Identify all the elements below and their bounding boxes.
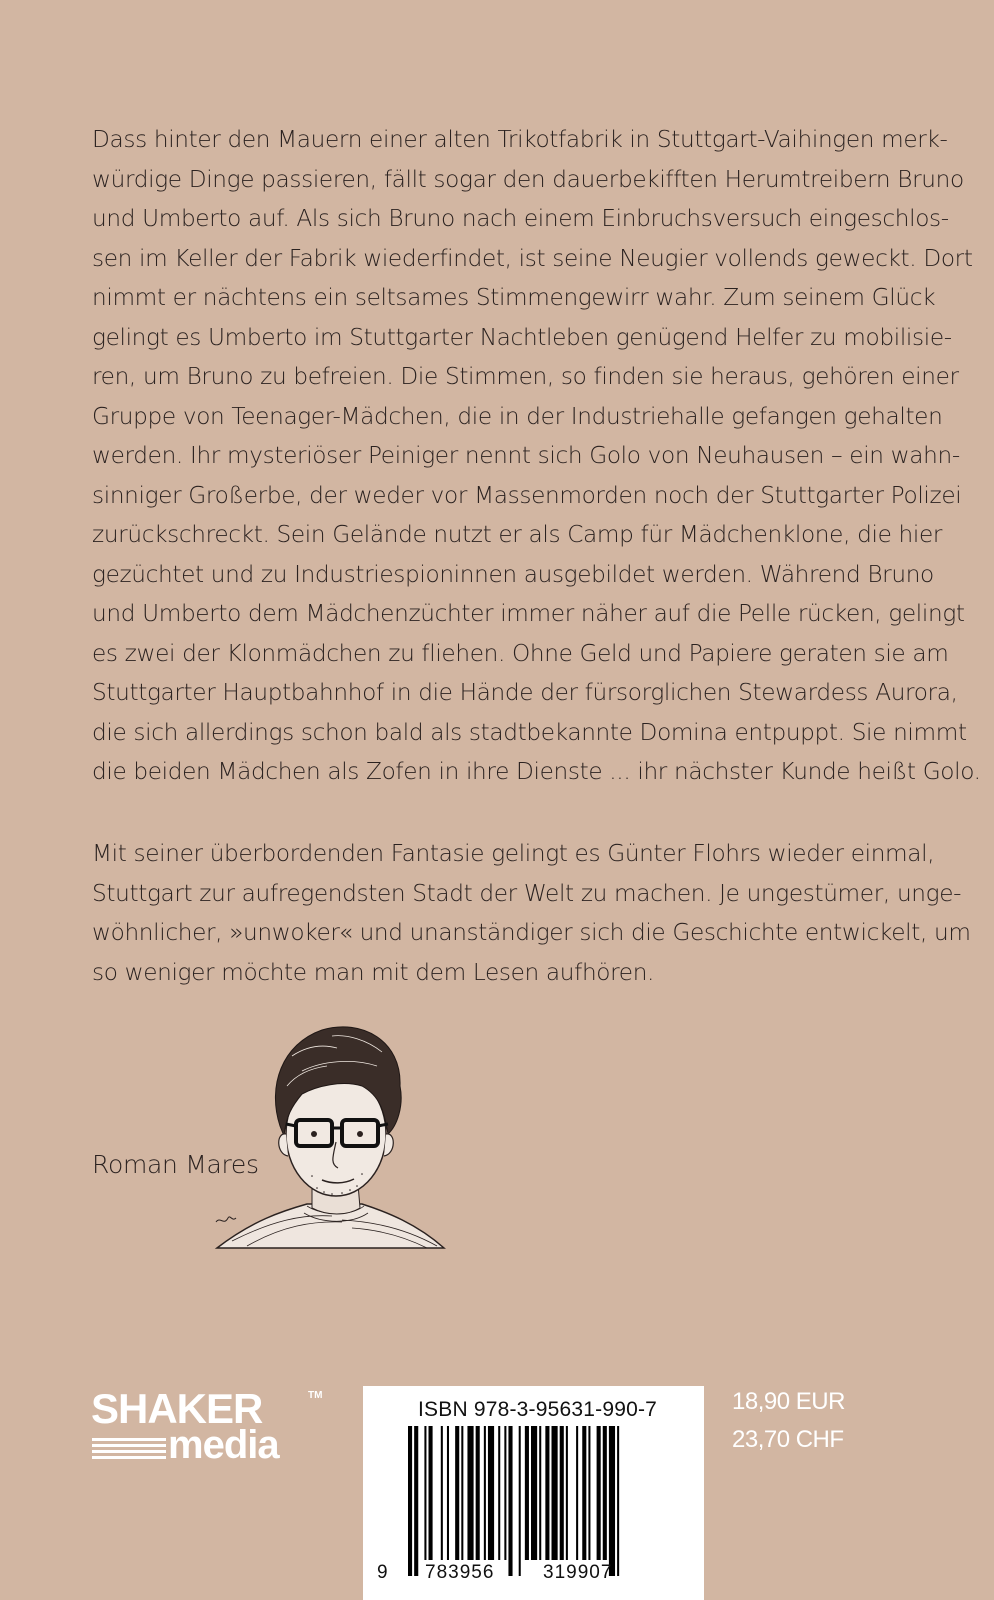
barcode-bar: [566, 1426, 568, 1560]
author-portrait-icon: [212, 1016, 452, 1252]
illustrator-credit: Roman Mares: [92, 1150, 259, 1179]
barcode-bar: [588, 1426, 590, 1560]
barcode-bar: [429, 1426, 433, 1560]
blurb-line: sen im Keller der Fabrik wiederfindet, ist seine Neugier vollends geweckt. Dort: [92, 244, 973, 272]
barcode-bar: [617, 1426, 619, 1576]
barcode-bar: [488, 1426, 494, 1560]
barcode-bar: [447, 1426, 449, 1560]
barcode-bar: [539, 1426, 541, 1560]
barcode-bar: [414, 1426, 418, 1576]
logo-stripes-icon: [92, 1438, 166, 1462]
blurb-line: wöhnlicher, »unwoker« und unanständiger sich die Geschichte entwickelt, um: [92, 919, 971, 946]
publisher-name-bottom: media: [168, 1423, 279, 1467]
price-chf: 23,70 CHF: [732, 1426, 844, 1453]
blurb-line: Stuttgarter Hauptbahnhof in die Hände der fürsorglichen Stewardess Aurora,: [92, 679, 958, 706]
barcode-bar: [424, 1426, 426, 1560]
blurb-line: die beiden Mädchen als Zofen in ihre Dienste ... ihr nächster Kunde heißt Golo.: [92, 758, 981, 785]
barcode-bar: [582, 1426, 586, 1560]
blurb-line: ren, um Bruno zu befreien. Die Stimmen, so finden sie heraus, gehören einer: [92, 363, 959, 390]
publisher-name-top: SHAKER: [91, 1385, 263, 1432]
barcode-bar: [467, 1426, 473, 1560]
barcode-digits-left: 783956: [425, 1562, 495, 1583]
barcode-bar: [525, 1426, 529, 1560]
isbn-label: ISBN 978-3-95631-990-7: [418, 1398, 658, 1421]
barcode-bar: [441, 1426, 443, 1560]
blurb-line: gelingt es Umberto im Stuttgarter Nachtleben genügend Helfer zu mobilisie-: [92, 323, 952, 351]
blurb-line: werden. Ihr mysteriöser Peiniger nennt sich Golo von Neuhausen – ein wahn-: [92, 442, 960, 469]
barcode-bar: [508, 1426, 512, 1576]
blurb-line: Dass hinter den Mauern einer alten Trikotfabrik in Stuttgart-Vaihingen merk-: [92, 126, 948, 153]
barcode-bar: [455, 1426, 459, 1560]
price-eur: 18,90 EUR: [732, 1388, 845, 1415]
trademark-mark: TM: [308, 1390, 323, 1401]
blurb-line: und Umberto dem Mädchenzüchter immer näher auf die Pelle rücken, gelingt: [92, 600, 965, 627]
barcode-bar: [597, 1426, 601, 1560]
barcode-bar: [609, 1426, 615, 1576]
barcode-bar: [552, 1426, 558, 1560]
barcode-digit-first: 9: [377, 1562, 389, 1583]
blurb-paragraph-2: [92, 834, 971, 992]
barcode-bar: [560, 1426, 564, 1560]
barcode-bar: [576, 1426, 578, 1560]
publisher-logo: [88, 1385, 328, 1468]
blurb-line: es zwei der Klonmädchen zu fliehen. Ohne Geld und Papiere geraten sie am: [92, 639, 949, 667]
barcode-bar: [476, 1426, 480, 1560]
barcode-bar: [408, 1426, 412, 1576]
blurb-line: so weniger möchte man mit dem Lesen aufhören.: [92, 958, 655, 986]
blurb-line: Mit seiner überbordenden Fantasie gelingt es Günter Flohrs wieder einmal,: [92, 840, 935, 867]
barcode-bar: [484, 1426, 486, 1560]
isbn-barcode: [363, 1386, 704, 1600]
barcode-bar: [603, 1426, 607, 1560]
blurb-line: zurückschreckt. Sein Gelände nutzt er als Camp für Mädchenklone, die hier: [92, 521, 943, 548]
blurb-line: und Umberto auf. Als sich Bruno nach einem Einbruchsversuch eingeschlos-: [92, 205, 949, 232]
blurb-line: Gruppe von Teenager-Mädchen, die in der Industriehalle gefangen gehalten: [92, 402, 943, 430]
blurb-line: würdige Dinge passieren, fällt sogar den dauerbekifften Herumtreibern Bruno: [92, 165, 964, 193]
barcode-bar: [519, 1426, 521, 1576]
barcode-bar: [531, 1426, 537, 1560]
blurb-line: die sich allerdings schon bald als stadtbekannte Domina entpuppt. Sie nimmt: [92, 718, 967, 746]
blurb-line: nimmt er nächtens ein seltsames Stimmengewirr wahr. Zum seinem Glück: [92, 284, 936, 311]
barcode-bar: [461, 1426, 463, 1560]
blurb-paragraph-1: [92, 120, 981, 792]
barcode-bar: [545, 1426, 549, 1560]
blurb-line: gezüchtet und zu Industriespioninnen ausgebildet werden. Während Bruno: [92, 560, 934, 588]
blurb-line: sinniger Großerbe, der weder vor Massenmorden noch der Stuttgarter Polizei: [92, 481, 962, 509]
barcode-digits-right: 319907: [543, 1562, 613, 1583]
barcode-bars: [408, 1426, 660, 1576]
barcode-bar: [498, 1426, 500, 1560]
blurb-line: Stuttgart zur aufregendsten Stadt der Welt zu machen. Je ungestümer, unge-: [92, 879, 962, 907]
barcode-bar: [504, 1426, 506, 1560]
